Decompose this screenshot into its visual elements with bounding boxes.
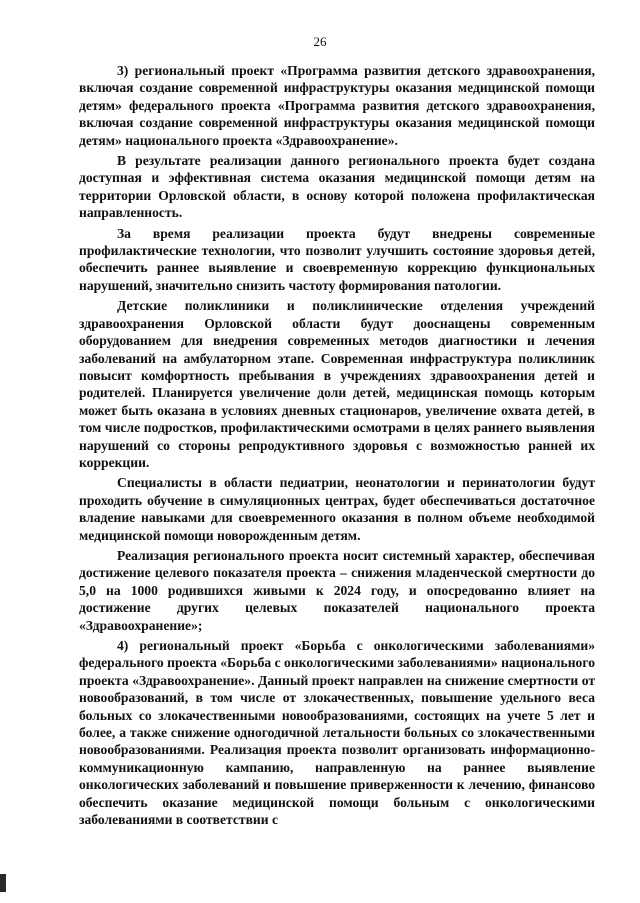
paragraph-results: В результате реализации данного регионального проекта будет создана доступная и эффективная система оказания медицинской помощи детям на территории Орловской области, в основу которой положена профилактическая направленность. xyxy=(79,153,595,221)
body-text xyxy=(79,62,595,831)
paragraph-technologies: За время реализации проекта будут внедрены современные профилактические технологии, что позволит улучшить состояние здоровья детей, обеспечить раннее выявление и своевременную коррекцию функциональных нарушений, значительно снизить частоту формирования патологии. xyxy=(79,225,595,293)
paragraph-polyclinics: Детские поликлиники и поликлинические отделения учреждений здравоохранения Орловской области будут дооснащены современным оборудованием для внедрения современных методов диагностики и лечения заболеваний на амбулаторном этапе. Современная инфраструктура поликлиник повысит комфортность пребывания в учреждениях здравоохранения детей и родителей. Планируется увеличение доли детей, медицинская помощь которым может быть оказана в условиях дневных стационаров, увеличение охвата детей, в том числе подростков, профилактическими осмотрами в целях раннего выявления нарушений со стороны репродуктивного здоровья с возможностью ранней их коррекции. xyxy=(79,298,595,470)
paragraph-regional-project-4: 4) региональный проект «Борьба с онкологическими заболеваниями» федерального проекта «Борьба с онкологическими заболеваниями» национального проекта «Здравоохранение». Данный проект направлен на снижение смертности от новообразований, в том числе от злокачественных, повышение удельного веса больных со злокачественными новообразованиями, состоящих на учете 5 лет и более, а также снижение одногодичной летальности больных со злокачественными новообразованиями. Реализация проекта позволит организовать информационно-коммуникационную кампанию, направленную на раннее выявление онкологических заболеваний и повышение приверженности к лечению, финансово обеспечить оказание медицинской помощи больным с онкологическими заболеваниями в соответствии с xyxy=(79,638,595,828)
paragraph-implementation: Реализация регионального проекта носит системный характер, обеспечивая достижение целевого показателя проекта – снижения младенческой смертности до 5,0 на 1000 родившихся живыми к 2024 году, и опосредованно влияет на достижение других целевых показателей национального проекта «Здравоохранение»; xyxy=(79,547,595,633)
paragraph-regional-project-3: 3) региональный проект «Программа развития детского здравоохранения, включая создание современной инфраструктуры оказания медицинской помощи детям» федерального проекта «Программа развития детского здравоохранения, включая создание современной инфраструктуры оказания медицинской помощи детям» национального проекта «Здравоохранение». xyxy=(79,63,595,148)
scan-edge-mark xyxy=(0,874,6,892)
page-number: 26 xyxy=(313,34,327,49)
paragraph-specialists: Специалисты в области педиатрии, неонатологии и перинатологии будут проходить обучение в симуляционных центрах, будет обеспечиваться достаточное владение навыками для своевременного оказания в полном объеме необходимой медицинской помощи новорожденным детям. xyxy=(79,475,595,543)
